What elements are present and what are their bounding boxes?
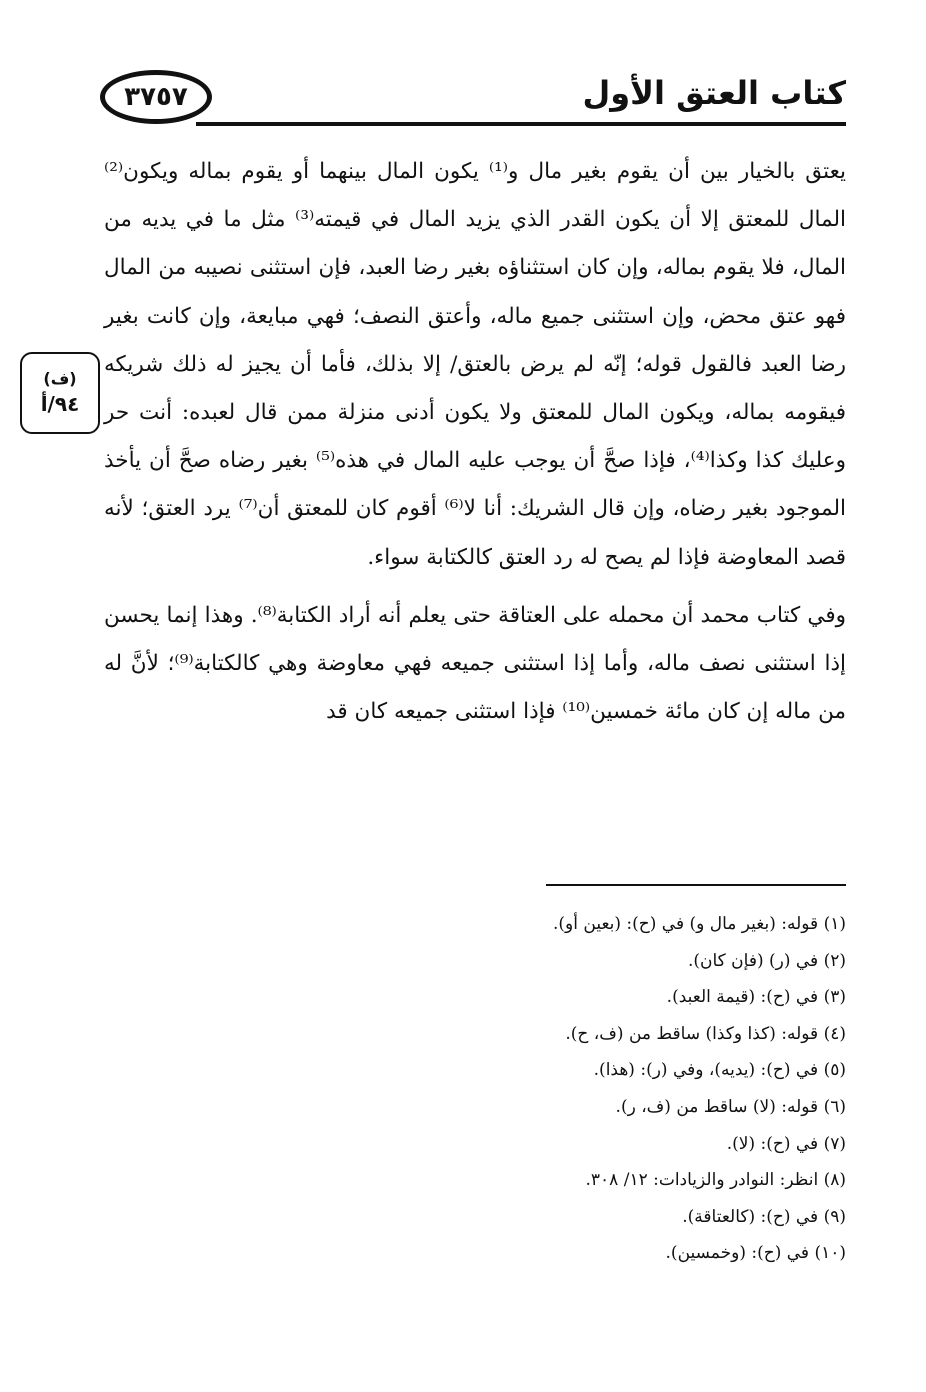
- footnote: (٩) في (ح): (كالعتاقة).: [682, 1206, 846, 1227]
- footnote: (٧) في (ح): (لا).: [726, 1133, 846, 1154]
- page-number-badge: ٣٧٥٧: [100, 70, 212, 124]
- running-title: كتاب العتق الأول: [582, 74, 846, 112]
- main-text: [104, 148, 846, 736]
- page-header: [100, 70, 846, 126]
- footnote: (١٠) في (ح): (وخمسين).: [665, 1243, 846, 1264]
- footnote-separator: [546, 884, 846, 886]
- footnote: (٥) في (ح): (يديه)، وفي (ر): (هذا).: [593, 1060, 846, 1081]
- footnote: (٢) في (ر) (فإن كان).: [687, 950, 846, 971]
- footnotes: [300, 906, 846, 1272]
- header-rule: [196, 122, 846, 126]
- footnote: (٣) في (ح): (قيمة العبد).: [666, 987, 846, 1008]
- paragraph-1: يعتق بالخيار بين أن يقوم بغير مال و⁽¹⁾ يكون المال بينهما أو يقوم بماله ويكون⁽²⁾ المال للمعتق إلا أن يكون القدر الذي يزيد المال في قيمته⁽³⁾ مثل ما في يديه من المال، فلا يقوم بماله، وإن كان استثناؤه بغير رضا العبد، فإن استثنى نصيبه من المال فهو عتق محض، وإن استثنى جميع ماله، وأعتق النصف؛ فهي مبايعة، وإن كانت بغير رضا العبد فالقول قوله؛ إنّه لم يرض بالعتق/ إلا بذلك، فأما أن يجيز له ذلك شريكه فيقومه بماله، ويكون المال للمعتق ولا يكون أدنى منزلة ممن قال لعبده: أنت حر وعليك كذا وكذا⁽⁴⁾، فإذا صحَّ أن يوجب عليه المال في هذه⁽⁵⁾ بغير رضاه صحَّ أن يأخذ الموجود بغير رضاه، وإن قال الشريك: أنا لا⁽⁶⁾ أقوم كان للمعتق أن⁽⁷⁾ يرد العتق؛ لأنه قصد المعاوضة فإذا لم يصح له رد العتق كالكتابة سواء.: [104, 159, 846, 570]
- paragraph-2: وفي كتاب محمد أن محمله على العتاقة حتى يعلم أنه أراد الكتابة⁽⁸⁾. وهذا إنما يحسن إذا استثنى نصف ماله، وأما إذا استثنى جميعه فهي معاوضة وهي كالكتابة⁽⁹⁾؛ لأنَّ له من ماله إن كان مائة خمسين⁽¹⁰⁾ فإذا استثنى جميعه كان قد: [104, 602, 846, 725]
- folio-source-label: (ف): [43, 369, 77, 388]
- footnote: (١) قوله: (بغير مال و) في (ح): (بعين أو).: [553, 914, 846, 934]
- manuscript-folio-note: [20, 352, 100, 434]
- footnote: (٦) قوله: (لا) ساقط من (ف، ر).: [615, 1096, 846, 1117]
- footnote: (٤) قوله: (كذا وكذا) ساقط من (ف، ح).: [565, 1023, 846, 1044]
- folio-number: ٩٤/أ: [40, 392, 80, 416]
- footnote: (٨) انظر: النوادر والزيادات: ١٢/ ٣٠٨.: [585, 1170, 846, 1191]
